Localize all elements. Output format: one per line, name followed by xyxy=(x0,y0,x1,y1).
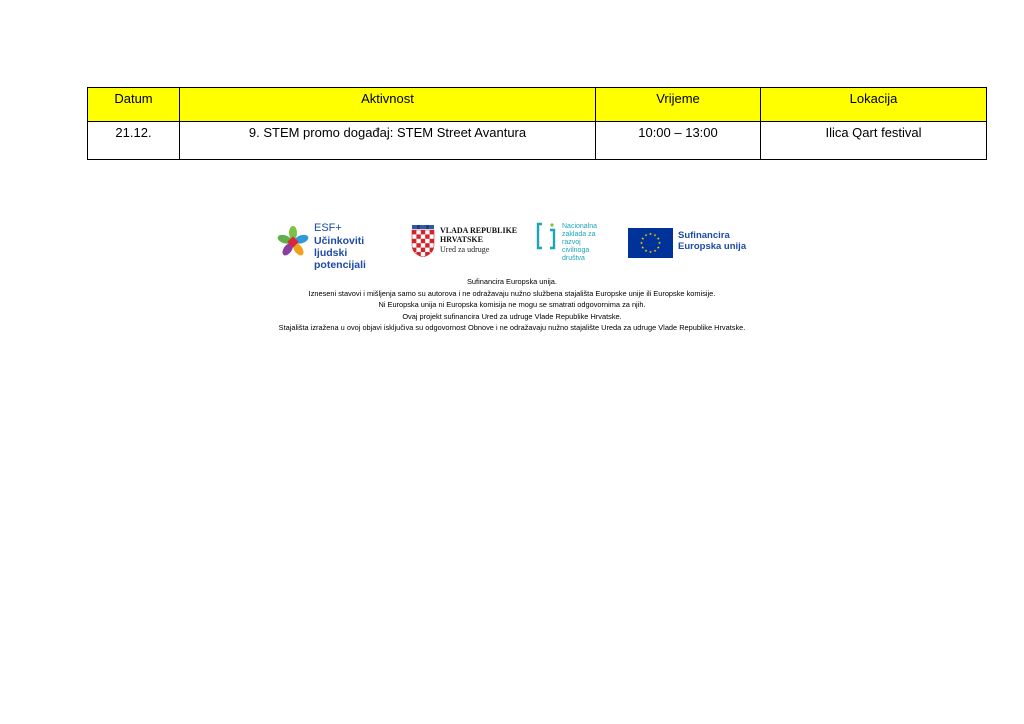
nz-line-1: Nacionalna xyxy=(562,223,598,230)
esf-logo xyxy=(277,222,397,271)
table-row xyxy=(88,122,987,160)
nz-line-4: civilnoga xyxy=(562,247,590,255)
disclaimer-line-5: Stajališta izražena u ovoj objavi isključiva su odgovornost Obnove i ne odražavaju nužno stajalište Ureda za udruge Vlade Republike Hrvatske. xyxy=(278,323,746,333)
disclaimer-line-1: Sufinancira Europska unija. xyxy=(467,277,557,286)
esf-flower-icon xyxy=(277,226,309,258)
vlada-line-3: Ured za udruge xyxy=(440,244,490,254)
schedule-table xyxy=(87,87,987,160)
header-time: Vrijeme xyxy=(596,88,761,122)
eu-flag-icon xyxy=(628,228,673,258)
vlada-logo xyxy=(411,222,523,262)
disclaimer-line-4: Ovaj projekt sufinancira Ured za udruge Vlade Republike Hrvatske. xyxy=(402,311,622,321)
bracket-logo-icon xyxy=(536,222,556,250)
funding-disclaimer xyxy=(0,276,1024,334)
disclaimer-line-3: Ni Europska unija ni Europska komisija ne mogu se smatrati odgovornima za njih. xyxy=(378,300,646,310)
cell-activity: 9. STEM promo događaj: STEM Street Avantura xyxy=(180,122,596,160)
eu-logo xyxy=(628,222,758,258)
header-date: Datum xyxy=(88,88,180,122)
table-header-row xyxy=(88,88,987,122)
nz-line-5: društva xyxy=(562,255,585,263)
esf-line-1: Učinkoviti ljudski xyxy=(314,234,365,259)
esf-line-2: potencijali xyxy=(314,258,366,271)
nz-line-2: zaklada za xyxy=(562,231,596,239)
sponsor-logos xyxy=(0,222,1024,270)
vlada-line-1: VLADA REPUBLIKE xyxy=(440,226,518,235)
eu-line-1: Sufinancira xyxy=(678,230,730,241)
nz-line-3: razvoj xyxy=(562,239,581,247)
cell-location: Ilica Qart festival xyxy=(761,122,987,160)
header-activity: Aktivnost xyxy=(180,88,596,122)
cell-date: 21.12. xyxy=(88,122,180,160)
eu-line-2: Europska unija xyxy=(678,241,747,253)
cell-time: 10:00 – 13:00 xyxy=(596,122,761,160)
nacionalna-zaklada-logo xyxy=(536,222,616,272)
vlada-line-2: HRVATSKE xyxy=(440,234,483,244)
header-location: Lokacija xyxy=(761,88,987,122)
esf-plus-label: ESF+ xyxy=(314,222,342,234)
croatian-coat-of-arms-icon xyxy=(411,225,435,257)
disclaimer-line-2: Izneseni stavovi i mišljenja samo su autorova i ne odražavaju nužno službena stajališta Europske unije ili Europske komisije. xyxy=(308,288,716,298)
